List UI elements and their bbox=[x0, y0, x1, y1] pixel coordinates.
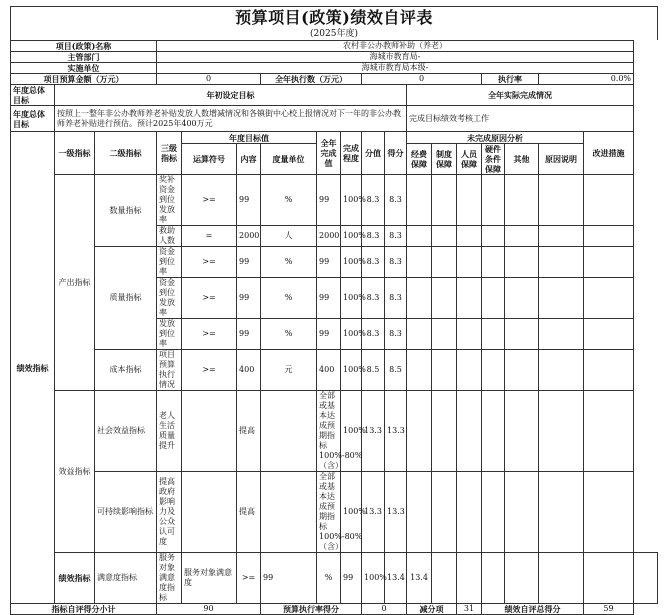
op-cell: >= bbox=[182, 247, 237, 278]
subtotal-label: 指标自评得分小计 bbox=[11, 604, 157, 615]
unit-cell: % bbox=[261, 319, 317, 350]
perf-indicators-label-2: 绩效指标 bbox=[55, 553, 95, 604]
l2-satisfaction-cell: 服务对象满意度指标 bbox=[157, 553, 182, 604]
unit-cell: % bbox=[317, 553, 341, 604]
budget-value: 0 bbox=[157, 74, 261, 85]
got-cell: 13.4 bbox=[407, 553, 432, 604]
op-cell: >= bbox=[182, 319, 237, 350]
l3-cell: 发放到位率 bbox=[157, 319, 182, 350]
initial-goal-text: 按照上一整年非公办教师养老补贴发放人数增减情况和各镇街中心校上报情况对下一年的非公办教师养老补贴进行预估。预计2025年400万元 bbox=[55, 106, 407, 132]
col-level3: 三级指标 bbox=[157, 132, 182, 175]
score-cell: 13.3 bbox=[362, 472, 385, 553]
score-cell: 8.3 bbox=[362, 278, 385, 319]
unit-cell: % bbox=[261, 175, 317, 226]
l3-cell: 提高政府影响力及公众认可度 bbox=[157, 472, 182, 553]
content-cell: 2000 bbox=[237, 226, 261, 247]
content-cell: 400 bbox=[237, 350, 261, 391]
dept-value: 海城市教育局- bbox=[157, 52, 634, 63]
subtotal-value: 90 bbox=[157, 604, 261, 615]
table-row bbox=[11, 247, 658, 278]
col-reason-system: 制度保障 bbox=[432, 144, 457, 175]
got-cell: 8.3 bbox=[385, 175, 407, 226]
col-unfinished: 未完成原因分析 bbox=[407, 132, 584, 144]
full-cell: 全部或基本达成预期指标100%-80%（含） bbox=[317, 472, 341, 553]
score-cell: 13.4 bbox=[385, 553, 407, 604]
unit-cell: % bbox=[261, 247, 317, 278]
benefit-group-label: 效益指标 bbox=[55, 391, 95, 553]
dept-label: 主管部门 bbox=[11, 52, 157, 63]
score-cell: 13.3 bbox=[362, 391, 385, 472]
op-cell: >= bbox=[182, 350, 237, 391]
score-cell: 8.3 bbox=[362, 247, 385, 278]
comp-cell: 100% bbox=[341, 175, 362, 226]
got-cell: 8.3 bbox=[385, 278, 407, 319]
deduct-label: 减分项 bbox=[407, 604, 457, 615]
project-name-label: 项目(政策)名称 bbox=[11, 41, 157, 52]
got-cell: 13.3 bbox=[385, 391, 407, 472]
l2-cell: 可持续影响指标 bbox=[95, 472, 157, 553]
final-score-value: 59 bbox=[584, 604, 634, 615]
unit-cell bbox=[261, 472, 317, 553]
l3-cell: 项目预算执行情况 bbox=[157, 350, 182, 391]
col-reason-staff: 人员保障 bbox=[457, 144, 482, 175]
op-cell bbox=[182, 391, 237, 472]
evaluation-table bbox=[10, 40, 658, 615]
l1-satisfaction-cell: 满意度指标 bbox=[95, 553, 157, 604]
col-reason-funds: 经费保障 bbox=[407, 144, 432, 175]
col-full-year: 全年完成值 bbox=[317, 132, 341, 175]
content-cell: 99 bbox=[237, 319, 261, 350]
budget-label: 项目预算金额（万元） bbox=[11, 74, 157, 85]
op-cell bbox=[182, 472, 237, 553]
comp-cell: 100% bbox=[341, 391, 362, 472]
exec-score-label: 预算执行率得分 bbox=[261, 604, 362, 615]
exec-amount-value: 0 bbox=[362, 74, 482, 85]
full-cell: 99 bbox=[317, 247, 341, 278]
l3-cell: 奖补资金到位发放率 bbox=[157, 175, 182, 226]
op-cell: >= bbox=[182, 175, 237, 226]
project-name: 农村非公办教师补助（养老） bbox=[157, 41, 634, 52]
comp-cell: 100% bbox=[341, 472, 362, 553]
col-got: 得分 bbox=[385, 132, 407, 175]
comp-cell: 100% bbox=[362, 553, 385, 604]
col-level2: 二级指标 bbox=[95, 132, 157, 175]
exec-amount-label: 全年执行数（万元） bbox=[261, 74, 362, 85]
l3-cell: 服务对象满意度 bbox=[182, 553, 237, 604]
content-cell: 99 bbox=[237, 278, 261, 319]
got-cell: 8.3 bbox=[385, 319, 407, 350]
full-cell: 全部或基本达成预期指标100%-80%（含） bbox=[317, 391, 341, 472]
unit-cell: 人 bbox=[261, 226, 317, 247]
l2-cell: 成本指标 bbox=[95, 350, 157, 391]
content-cell: 提高 bbox=[237, 472, 261, 553]
unit-cell: 元 bbox=[261, 350, 317, 391]
unit-cell bbox=[261, 391, 317, 472]
col-completion: 完成程度 bbox=[341, 132, 362, 175]
col-reason-note: 原因说明 bbox=[539, 144, 584, 175]
col-content: 内容 bbox=[237, 144, 261, 175]
comp-cell: 100% bbox=[341, 226, 362, 247]
overall-goal-label: 年度总体目标 bbox=[11, 85, 55, 106]
col-op: 运算符号 bbox=[182, 144, 237, 175]
got-cell: 8.3 bbox=[385, 226, 407, 247]
unit-value: 海城市教育局本级- bbox=[157, 63, 634, 74]
got-cell: 8.3 bbox=[385, 247, 407, 278]
got-cell: 8.5 bbox=[385, 350, 407, 391]
table-row bbox=[11, 175, 658, 226]
deduct-value: 31 bbox=[457, 604, 482, 615]
op-cell: >= bbox=[182, 278, 237, 319]
col-level1: 一级指标 bbox=[55, 132, 95, 175]
table-row bbox=[11, 391, 658, 472]
l2-cell: 质量指标 bbox=[95, 247, 157, 350]
score-cell: 8.5 bbox=[362, 350, 385, 391]
final-score-label: 绩效自评总得分 bbox=[482, 604, 584, 615]
full-cell: 99 bbox=[317, 278, 341, 319]
col-reason-other: 其他 bbox=[505, 144, 539, 175]
evaluation-sheet bbox=[10, 6, 658, 615]
col-score: 分值 bbox=[362, 132, 385, 175]
op-cell: >= bbox=[237, 553, 261, 604]
op-cell: = bbox=[182, 226, 237, 247]
table-row bbox=[11, 553, 658, 604]
form-title: 预算项目(政策)绩效自评表 bbox=[10, 6, 658, 29]
actual-goal-text: 完成目标绩效考核工作 bbox=[407, 106, 634, 132]
l2-cell: 数量指标 bbox=[95, 175, 157, 247]
col-reason-hardware: 硬件条件保障 bbox=[482, 144, 505, 175]
unit-label: 实施单位 bbox=[11, 63, 157, 74]
score-cell: 8.3 bbox=[362, 226, 385, 247]
overall-goal-label-2: 年度总体目标 bbox=[11, 106, 55, 132]
form-year: (2025年度) bbox=[10, 29, 658, 40]
table-row bbox=[11, 472, 658, 553]
full-cell: 400 bbox=[317, 350, 341, 391]
col-unit: 度量单位 bbox=[261, 144, 317, 175]
score-cell: 8.3 bbox=[362, 175, 385, 226]
unit-cell: % bbox=[261, 278, 317, 319]
full-cell: 99 bbox=[317, 319, 341, 350]
exec-rate-label: 执行率 bbox=[482, 74, 539, 85]
l2-cell: 社会效益指标 bbox=[95, 391, 157, 472]
l3-cell: 资金到位发放率 bbox=[157, 278, 182, 319]
l3-cell: 资金到位率 bbox=[157, 247, 182, 278]
full-cell: 2000 bbox=[317, 226, 341, 247]
col-improve: 改进措施 bbox=[584, 132, 634, 175]
initial-goal-header: 年初设定目标 bbox=[55, 85, 407, 106]
exec-score-value: 0 bbox=[362, 604, 407, 615]
output-group-label: 产出指标 bbox=[55, 175, 95, 391]
actual-goal-header: 全年实际完成情况 bbox=[407, 85, 634, 106]
comp-cell: 100% bbox=[341, 350, 362, 391]
l3-cell: 救助人数 bbox=[157, 226, 182, 247]
col-annual-value: 年度目标值 bbox=[182, 132, 317, 144]
content-cell: 99 bbox=[237, 247, 261, 278]
content-cell: 提高 bbox=[237, 391, 261, 472]
comp-cell: 100% bbox=[341, 278, 362, 319]
exec-rate-value: 0.0% bbox=[539, 74, 634, 85]
full-cell: 99 bbox=[317, 175, 341, 226]
perf-indicators-label: 绩效指标 bbox=[11, 132, 55, 604]
content-cell: 99 bbox=[237, 175, 261, 226]
table-row bbox=[11, 350, 658, 391]
content-cell: 99 bbox=[261, 553, 317, 604]
comp-cell: 100% bbox=[341, 319, 362, 350]
score-cell: 8.3 bbox=[362, 319, 385, 350]
l3-cell: 老人生活质量提升 bbox=[157, 391, 182, 472]
got-cell: 13.3 bbox=[385, 472, 407, 553]
comp-cell: 100% bbox=[341, 247, 362, 278]
full-cell: 99 bbox=[341, 553, 362, 604]
